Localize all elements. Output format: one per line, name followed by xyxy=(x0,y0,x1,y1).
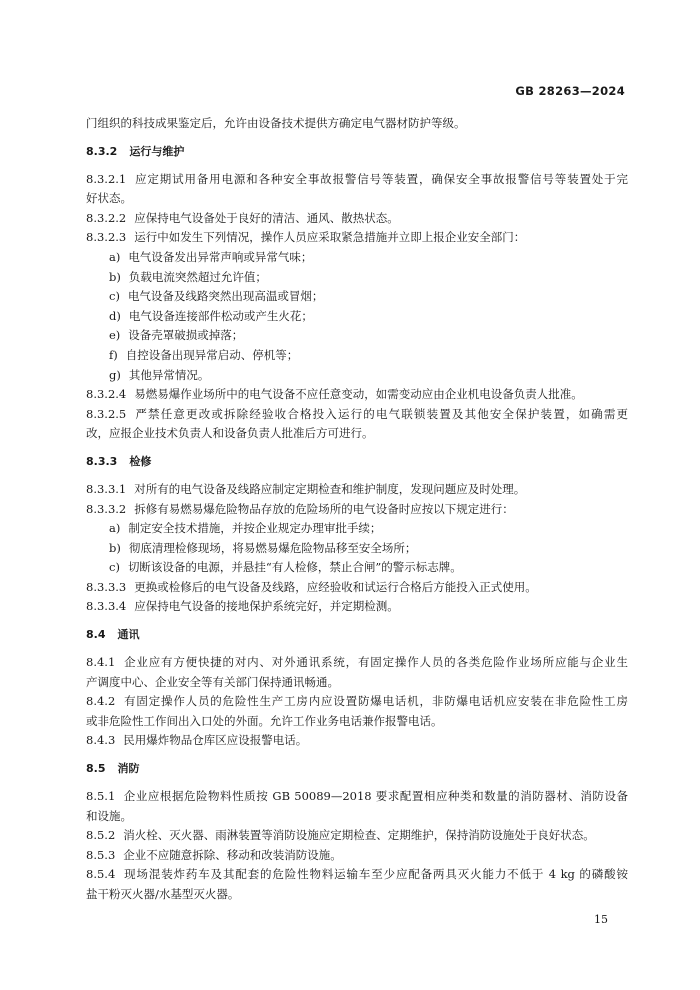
clause-text: 运行与维护 xyxy=(129,144,185,158)
list-item xyxy=(86,560,628,575)
clause-text: 消防 xyxy=(117,762,140,776)
paragraph-line xyxy=(86,789,628,804)
clause-text: 电气设备及线路突然出现高温或冒烟； xyxy=(127,289,324,304)
paragraph-line xyxy=(86,580,628,595)
clause-number: b) xyxy=(109,540,121,555)
paragraph-line xyxy=(86,426,628,441)
paragraph-line xyxy=(86,733,628,748)
list-item xyxy=(86,250,628,265)
clause-number: 8.3.3.3 xyxy=(86,579,127,594)
list-item xyxy=(86,521,628,536)
clause-text: 制定安全技术措施，并按企业规定办理审批手续； xyxy=(128,521,382,536)
clause-number: 8.4.2 xyxy=(86,694,116,709)
section-heading xyxy=(86,761,628,776)
clause-text: 检修 xyxy=(129,455,152,469)
clause-text: 产调度中心、企业安全等有关部门保持通讯畅通。 xyxy=(86,674,339,689)
paragraph-line xyxy=(86,655,628,670)
clause-text: 或非危险性工作间出入口处的外面。允许工作业务电话兼作报警电话。 xyxy=(86,713,443,728)
paragraph-line xyxy=(86,482,628,497)
paragraph-line xyxy=(86,387,628,402)
clause-number: 8.5.2 xyxy=(86,828,116,843)
paragraph-line xyxy=(86,599,628,614)
paragraph-line xyxy=(86,172,628,187)
paragraph-line xyxy=(86,675,628,690)
clause-number: g) xyxy=(109,367,121,382)
clause-text: 企业不应随意拆除、移动和改装消防设施。 xyxy=(123,847,342,862)
clause-number: 8.3.2.1 xyxy=(86,171,127,186)
clause-text: 盐干粉灭火器/水基型灭火器。 xyxy=(86,887,240,901)
clause-text: 改，应报企业技术负责人和设备负责人批准后方可进行。 xyxy=(86,426,374,441)
clause-number: a) xyxy=(109,521,121,536)
clause-text: 有固定操作人员的危险性生产工房内应设置防爆电话机，非防爆电话机应安装在非危险性工房 xyxy=(123,694,628,709)
clause-text: 通讯 xyxy=(117,628,140,642)
list-item xyxy=(86,270,628,285)
list-item xyxy=(86,348,628,363)
list-item xyxy=(86,368,628,383)
clause-text: 民用爆炸物品仓库区应设报警电话。 xyxy=(123,733,308,748)
clause-text: 应保持电气设备处于良好的清洁、通风、散热状态。 xyxy=(134,210,399,225)
clause-number: 8.3.2.5 xyxy=(86,406,127,421)
clause-text: 门组织的科技成果鉴定后，允许由设备技术提供方确定电气器材防护等级。 xyxy=(86,116,466,130)
clause-text: 企业应根据危险物料性质按 GB 50089—2018 要求配置相应种类和数量的消防器材、消防设备 xyxy=(123,789,628,804)
clause-number: 8.4 xyxy=(86,628,106,642)
clause-text: 电气设备发出异常声响或异常气味； xyxy=(128,249,313,264)
clause-number: c) xyxy=(109,289,120,304)
paragraph-line xyxy=(86,191,628,206)
clause-text: 应保持电气设备的接地保护系统完好，并定期检测。 xyxy=(134,599,399,614)
clause-number: e) xyxy=(109,328,121,343)
clause-number: 8.5.3 xyxy=(86,847,116,862)
clause-number: d) xyxy=(109,308,121,323)
clause-number: 8.3.2.2 xyxy=(86,210,127,225)
clause-text: 设备壳罩破损或掉落； xyxy=(128,328,244,343)
paragraph-line xyxy=(86,714,628,729)
paragraph-line xyxy=(86,211,628,226)
clause-number: 8.3.2 xyxy=(86,144,118,158)
standard-number: GB 28263—2024 xyxy=(515,84,625,98)
paragraph-line xyxy=(86,828,628,843)
section-heading xyxy=(86,144,628,159)
clause-text: 电气设备连接部件松动或产生火花； xyxy=(128,308,313,323)
clause-text: 和设施。 xyxy=(86,808,132,823)
clause-number: 8.5 xyxy=(86,762,106,776)
clause-number: b) xyxy=(109,269,121,284)
clause-text: 应定期试用备用电源和各种安全事故报警信号等装置，确保安全事故报警信号等装置处于完 xyxy=(134,171,628,186)
clause-text: 好状态。 xyxy=(86,191,132,206)
list-item xyxy=(86,289,628,304)
paragraph-line xyxy=(86,887,628,902)
list-item xyxy=(86,309,628,324)
paragraph-line xyxy=(86,867,628,882)
clause-text: 拆修有易燃易爆危险物品存放的危险场所的电气设备时应按以下规定进行： xyxy=(134,501,514,516)
paragraph-line xyxy=(86,694,628,709)
paragraph-line xyxy=(86,502,628,517)
paragraph-line xyxy=(86,230,628,245)
clause-text: 现场混装炸药车及其配套的危险性物料运输车至少应配备两具灭火能力不低于 4 kg 的磷酸铵 xyxy=(123,867,628,882)
clause-text: 切断该设备的电源，并悬挂“有人检修，禁止合闸”的警示标志牌。 xyxy=(127,560,462,575)
paragraph-line xyxy=(86,407,628,422)
document-body xyxy=(86,116,628,902)
list-item xyxy=(86,541,628,556)
clause-text: 对所有的电气设备及线路应制定定期检查和维护制度，发现问题应及时处理。 xyxy=(134,481,526,496)
clause-text: 消火栓、灭火器、雨淋装置等消防设施应定期检查、定期维护，保持消防设施处于良好状态。 xyxy=(123,828,595,843)
clause-text: 负载电流突然超过允许值； xyxy=(128,269,267,284)
clause-number: c) xyxy=(109,560,120,575)
clause-number: 8.3.2.4 xyxy=(86,387,127,402)
clause-text: 更换或检修后的电气设备及线路，应经验收和试运行合格后方能投入正式使用。 xyxy=(134,579,537,594)
section-heading xyxy=(86,627,628,642)
clause-number: 8.4.3 xyxy=(86,733,116,748)
list-item xyxy=(86,328,628,343)
clause-number: 8.3.3 xyxy=(86,455,118,469)
section-heading xyxy=(86,454,628,469)
clause-text: 运行中如发生下列情况，操作人员应采取紧急措施并立即上报企业安全部门： xyxy=(134,230,526,245)
clause-text: 彻底清理检修现场，将易燃易爆危险物品移至安全场所； xyxy=(128,540,417,555)
paragraph-line xyxy=(86,809,628,824)
clause-number: 8.5.4 xyxy=(86,867,116,882)
clause-number: 8.3.3.4 xyxy=(86,599,127,614)
clause-number: 8.3.3.1 xyxy=(86,481,127,496)
paragraph-line xyxy=(86,116,628,131)
clause-number: 8.3.3.2 xyxy=(86,501,127,516)
clause-text: 自控设备出现异常启动、停机等； xyxy=(125,347,299,362)
clause-number: 8.3.2.3 xyxy=(86,230,127,245)
paragraph-line xyxy=(86,848,628,863)
clause-text: 易燃易爆作业场所中的电气设备不应任意变动，如需变动应由企业机电设备负责人批准。 xyxy=(134,387,583,402)
clause-text: 企业应有方便快捷的对内、对外通讯系统，有固定操作人员的各类危险作业场所应能与企业生 xyxy=(123,655,628,670)
clause-number: 8.5.1 xyxy=(86,789,116,804)
clause-number: f) xyxy=(109,347,118,362)
clause-text: 其他异常情况。 xyxy=(128,367,210,382)
page-number: 15 xyxy=(594,913,608,926)
clause-number: 8.4.1 xyxy=(86,655,116,670)
clause-text: 严禁任意更改或拆除经验收合格投入运行的电气联锁装置及其他安全保护装置，如确需更 xyxy=(134,406,628,421)
clause-number: a) xyxy=(109,249,121,264)
